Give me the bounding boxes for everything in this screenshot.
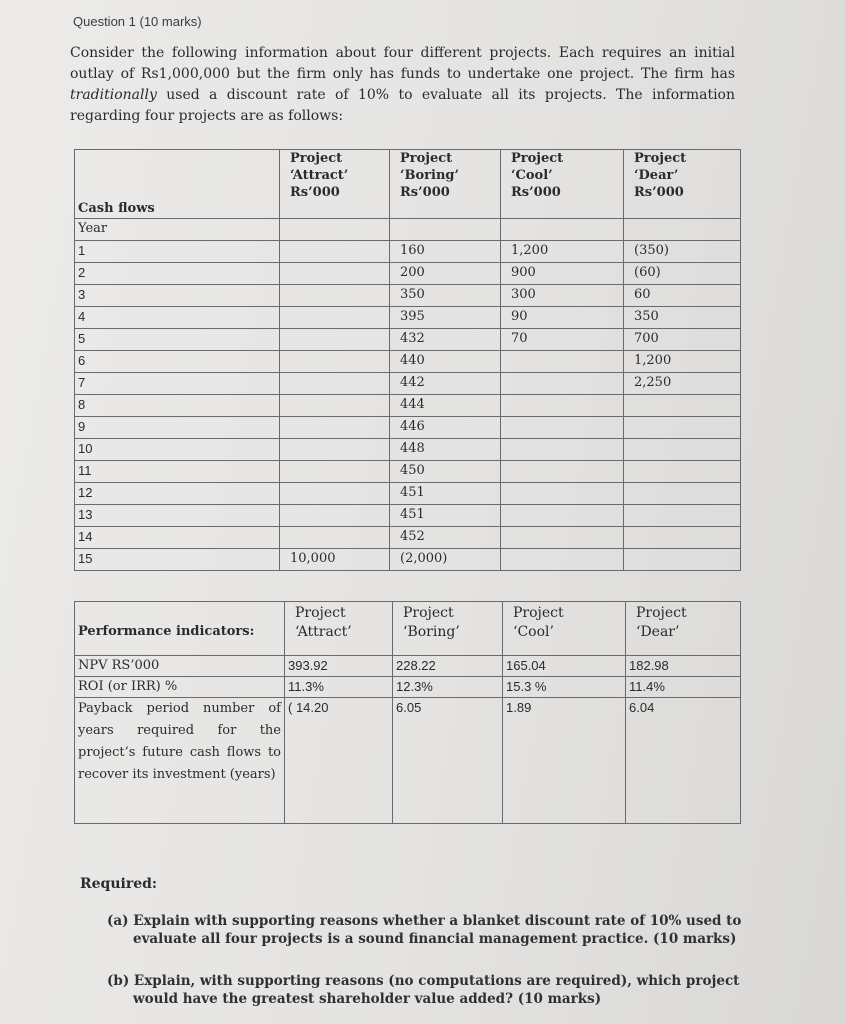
cell-attract [280, 285, 390, 307]
cell-boring: 452 [390, 527, 501, 549]
cell-boring: 450 [390, 461, 501, 483]
cell-year: 6 [75, 351, 280, 373]
table-row [75, 329, 741, 351]
perf-header-dear-line1: Project [636, 605, 687, 621]
perf-header-cool-line1: Project [513, 605, 564, 621]
cell-cool: 90 [501, 307, 624, 329]
cell-attract [280, 483, 390, 505]
table-row [75, 417, 741, 439]
payback-cool: 1.89 [503, 698, 626, 824]
required-part-b-text: (b) Explain, with supporting reasons (no computations are required), which project would have the greatest shareholder value added? (10 marks) [107, 973, 740, 1007]
cell-dear: 1,200 [624, 351, 741, 373]
cell-dear [624, 527, 741, 549]
roi-attract: 11.3% [285, 677, 393, 698]
perf-header-row [75, 602, 741, 656]
cell-cool [501, 417, 624, 439]
cell-year: 14 [75, 527, 280, 549]
cell-cool: 300 [501, 285, 624, 307]
cell-dear: 60 [624, 285, 741, 307]
roi-label: ROI (or IRR) % [75, 677, 285, 698]
roi-row [75, 677, 741, 698]
header-cool-line1: Project [511, 151, 564, 166]
cell-dear [624, 483, 741, 505]
intro-text-before: Consider the following information about four different projects. Each requires an initial outlay of Rs1,000,000 but the firm only has funds to undertake one project. The firm has [70, 45, 735, 82]
cell-dear [624, 395, 741, 417]
cell-boring: 440 [390, 351, 501, 373]
cell-boring: 350 [390, 285, 501, 307]
empty-cell [280, 219, 390, 241]
header-boring [390, 150, 501, 219]
cell-boring: 200 [390, 263, 501, 285]
perf-header-cool [503, 602, 626, 656]
cell-boring: 395 [390, 307, 501, 329]
header-attract-line3: Rs’000 [290, 185, 340, 200]
cell-dear [624, 417, 741, 439]
payback-row [75, 698, 741, 824]
cell-year: 7 [75, 373, 280, 395]
question-title: Question 1 (10 marks) [73, 14, 202, 29]
empty-cell [624, 219, 741, 241]
cash-flow-rows [75, 241, 741, 571]
cell-year: 1 [75, 241, 280, 263]
cell-attract: 10,000 [280, 549, 390, 571]
payback-boring: 6.05 [393, 698, 503, 824]
intro-paragraph [70, 43, 735, 127]
cell-year: 8 [75, 395, 280, 417]
table-row [75, 285, 741, 307]
header-boring-line2: ‘Boring’ [400, 168, 460, 183]
empty-cell [390, 219, 501, 241]
perf-header-cool-line2: ‘Cool’ [513, 624, 554, 640]
header-attract-line1: Project [290, 151, 343, 166]
required-part-a-text: (a) Explain with supporting reasons whether a blanket discount rate of 10% used to evaluate all four projects is a sound financial management practice. (10 marks) [107, 913, 742, 947]
required-part-a [107, 912, 747, 948]
cell-cool [501, 373, 624, 395]
cell-cool: 1,200 [501, 241, 624, 263]
table-row [75, 483, 741, 505]
cell-boring: 448 [390, 439, 501, 461]
cell-attract [280, 241, 390, 263]
cell-attract [280, 439, 390, 461]
required-part-b [107, 972, 747, 1008]
cell-attract [280, 373, 390, 395]
payback-dear: 6.04 [626, 698, 741, 824]
performance-indicators-label: Performance indicators: [75, 602, 285, 656]
intro-text-after: used a discount rate of 10% to evaluate all its projects. The information regarding four projects are as follows: [70, 87, 735, 124]
year-label: Year [75, 219, 280, 241]
cell-boring: 442 [390, 373, 501, 395]
cash-table-header-row [75, 150, 741, 219]
header-dear [624, 150, 741, 219]
required-heading: Required: [80, 876, 158, 892]
cell-cool [501, 395, 624, 417]
cell-boring: 446 [390, 417, 501, 439]
cell-cool: 900 [501, 263, 624, 285]
header-attract-line2: ‘Attract’ [290, 168, 349, 183]
cell-year: 15 [75, 549, 280, 571]
table-row [75, 263, 741, 285]
cell-attract [280, 351, 390, 373]
header-dear-line3: Rs’000 [634, 185, 684, 200]
cell-cool [501, 527, 624, 549]
roi-boring: 12.3% [393, 677, 503, 698]
cell-boring: 432 [390, 329, 501, 351]
table-row [75, 351, 741, 373]
cell-attract [280, 417, 390, 439]
roi-dear: 11.4% [626, 677, 741, 698]
table-row [75, 549, 741, 571]
cash-flows-label: Cash flows [75, 150, 280, 219]
cash-flow-table [74, 149, 741, 571]
cell-year: 12 [75, 483, 280, 505]
cell-dear [624, 549, 741, 571]
perf-header-attract [285, 602, 393, 656]
table-row [75, 373, 741, 395]
npv-cool: 165.04 [503, 656, 626, 677]
cell-boring: (2,000) [390, 549, 501, 571]
cell-attract [280, 461, 390, 483]
perf-header-dear-line2: ‘Dear’ [636, 624, 680, 640]
table-row [75, 461, 741, 483]
table-row [75, 505, 741, 527]
perf-header-boring-line1: Project [403, 605, 454, 621]
cell-year: 13 [75, 505, 280, 527]
performance-table [74, 601, 741, 824]
perf-header-dear [626, 602, 741, 656]
cell-year: 2 [75, 263, 280, 285]
cell-boring: 451 [390, 505, 501, 527]
npv-boring: 228.22 [393, 656, 503, 677]
cell-cool [501, 439, 624, 461]
perf-header-attract-line2: ‘Attract’ [295, 624, 352, 640]
cell-dear: 350 [624, 307, 741, 329]
cell-year: 5 [75, 329, 280, 351]
cell-cool [501, 461, 624, 483]
cell-attract [280, 505, 390, 527]
table-row [75, 307, 741, 329]
cell-year: 10 [75, 439, 280, 461]
header-cool-line2: ‘Cool’ [511, 168, 553, 183]
cell-dear: 2,250 [624, 373, 741, 395]
npv-attract: 393.92 [285, 656, 393, 677]
header-boring-line3: Rs’000 [400, 185, 450, 200]
cell-dear: 700 [624, 329, 741, 351]
payback-attract: ( 14.20 [285, 698, 393, 824]
perf-header-boring-line2: ‘Boring’ [403, 624, 460, 640]
roi-cool: 15.3 % [503, 677, 626, 698]
cell-cool [501, 483, 624, 505]
cell-year: 11 [75, 461, 280, 483]
year-label-row [75, 219, 741, 241]
cell-dear [624, 461, 741, 483]
cell-dear [624, 505, 741, 527]
cell-attract [280, 527, 390, 549]
empty-cell [501, 219, 624, 241]
cell-dear: (350) [624, 241, 741, 263]
cell-year: 3 [75, 285, 280, 307]
header-attract [280, 150, 390, 219]
cell-year: 4 [75, 307, 280, 329]
table-row [75, 395, 741, 417]
cell-cool: 70 [501, 329, 624, 351]
intro-emphasis: traditionally [70, 87, 157, 103]
cell-boring: 444 [390, 395, 501, 417]
table-row [75, 241, 741, 263]
header-boring-line1: Project [400, 151, 453, 166]
table-row [75, 439, 741, 461]
header-cool-line3: Rs’000 [511, 185, 561, 200]
cell-boring: 160 [390, 241, 501, 263]
perf-header-attract-line1: Project [295, 605, 346, 621]
cell-cool [501, 549, 624, 571]
cell-attract [280, 329, 390, 351]
cell-year: 9 [75, 417, 280, 439]
header-dear-line1: Project [634, 151, 687, 166]
cell-boring: 451 [390, 483, 501, 505]
perf-header-boring [393, 602, 503, 656]
cell-attract [280, 263, 390, 285]
cell-attract [280, 307, 390, 329]
cell-attract [280, 395, 390, 417]
npv-dear: 182.98 [626, 656, 741, 677]
cell-dear: (60) [624, 263, 741, 285]
table-row [75, 527, 741, 549]
cell-cool [501, 505, 624, 527]
header-dear-line2: ‘Dear’ [634, 168, 679, 183]
cell-cool [501, 351, 624, 373]
payback-label: Payback period number of years required for the project’s future cash flows to recover its investment (years) [75, 698, 285, 824]
cell-dear [624, 439, 741, 461]
npv-row [75, 656, 741, 677]
npv-label: NPV RS’000 [75, 656, 285, 677]
header-cool [501, 150, 624, 219]
